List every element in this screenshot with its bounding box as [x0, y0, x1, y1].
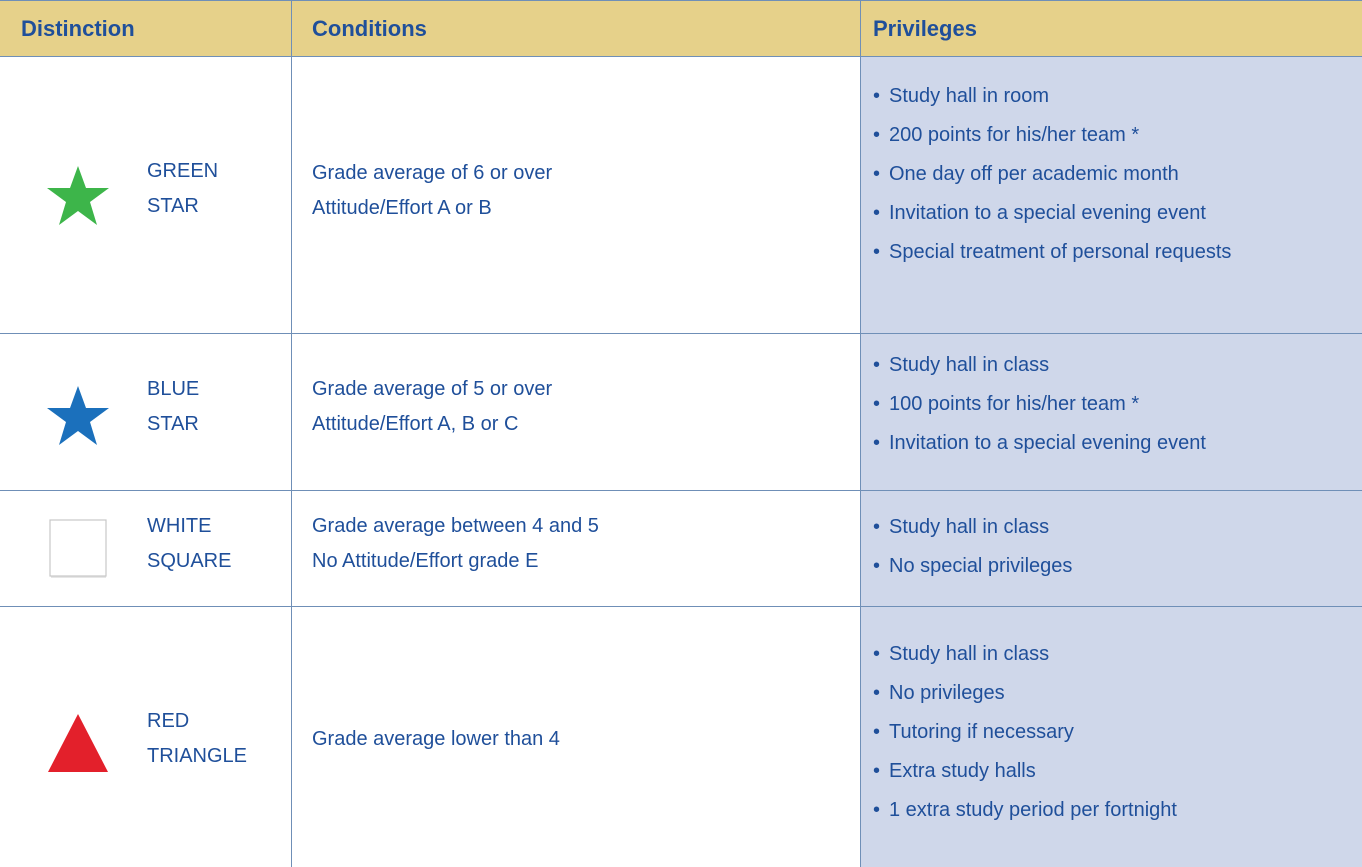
column-divider [291, 0, 292, 867]
table-row-white-square [0, 491, 1362, 607]
privilege-item: • Invitation to a special evening event [873, 194, 1231, 233]
privilege-item: • 1 extra study period per fortnight [873, 791, 1177, 830]
privilege-item: • Extra study halls [873, 752, 1177, 791]
header-privileges: Privileges [873, 16, 977, 41]
bullet: • [873, 354, 881, 376]
conditions-cell [312, 156, 552, 226]
blue-star-icon [46, 384, 110, 448]
bullet: • [873, 241, 881, 263]
bullet: • [873, 555, 881, 577]
privilege-item: • 100 points for his/her team * [873, 385, 1206, 424]
privilege-item: • 200 points for his/her team * [873, 116, 1231, 155]
privileges-list [873, 77, 1231, 272]
condition-line: Attitude/Effort A or B [312, 197, 492, 219]
privilege-item: • Study hall in class [873, 635, 1177, 674]
privilege-item: • Invitation to a special evening event [873, 424, 1206, 463]
condition-line: Grade average between 4 and 5 [312, 515, 599, 537]
header-distinction: Distinction [21, 16, 135, 41]
bullet: • [873, 85, 881, 107]
bullet: • [873, 124, 881, 146]
condition-line: Grade average of 5 or over [312, 378, 553, 400]
privileges-list [873, 635, 1177, 830]
condition-line: No Attitude/Effort grade E [312, 550, 539, 572]
bullet: • [873, 799, 881, 821]
table-header [0, 0, 1362, 57]
privilege-item: • Study hall in class [873, 508, 1072, 547]
conditions-cell [312, 509, 599, 579]
privilege-item: • No special privileges [873, 547, 1072, 586]
bullet: • [873, 721, 881, 743]
condition-line: Attitude/Effort A, B or C [312, 413, 519, 435]
privilege-item: • Study hall in room [873, 77, 1231, 116]
privileges-list [873, 508, 1072, 586]
table-row-blue-star [0, 334, 1362, 491]
white-square-icon [46, 517, 110, 581]
privileges-list [873, 346, 1206, 463]
bullet: • [873, 682, 881, 704]
privilege-item: • One day off per academic month [873, 155, 1231, 194]
distinction-line: TRIANGLE [147, 745, 248, 767]
bullet: • [873, 202, 881, 224]
conditions-cell [312, 722, 560, 757]
distinction-label [147, 704, 247, 774]
privilege-item: • Study hall in class [873, 346, 1206, 385]
bullet: • [873, 643, 881, 665]
distinction-line: STAR [147, 195, 199, 217]
distinction-line: STAR [147, 413, 199, 435]
bullet: • [873, 516, 881, 538]
column-divider [860, 0, 861, 867]
table-row-red-triangle [0, 607, 1362, 867]
bullet: • [873, 393, 881, 415]
red-triangle-icon [46, 710, 110, 774]
distinction-line: BLUE [147, 378, 200, 400]
distinction-line: WHITE [147, 515, 212, 537]
condition-line: Grade average lower than 4 [312, 728, 560, 750]
privilege-item: • Tutoring if necessary [873, 713, 1177, 752]
distinction-label [147, 509, 231, 579]
distinction-label [147, 154, 218, 224]
conditions-cell [312, 372, 552, 442]
header-conditions: Conditions [312, 16, 427, 41]
condition-line: Grade average of 6 or over [312, 162, 553, 184]
bullet: • [873, 760, 881, 782]
distinction-label [147, 372, 199, 442]
distinction-line: RED [147, 710, 190, 732]
green-star-icon [46, 164, 110, 228]
privilege-item: • No privileges [873, 674, 1177, 713]
privilege-item: • Special treatment of personal requests [873, 233, 1231, 272]
bullet: • [873, 163, 881, 185]
bullet: • [873, 432, 881, 454]
table-row-green-star [0, 57, 1362, 334]
distinction-line: GREEN [147, 160, 219, 182]
distinction-line: SQUARE [147, 550, 232, 572]
